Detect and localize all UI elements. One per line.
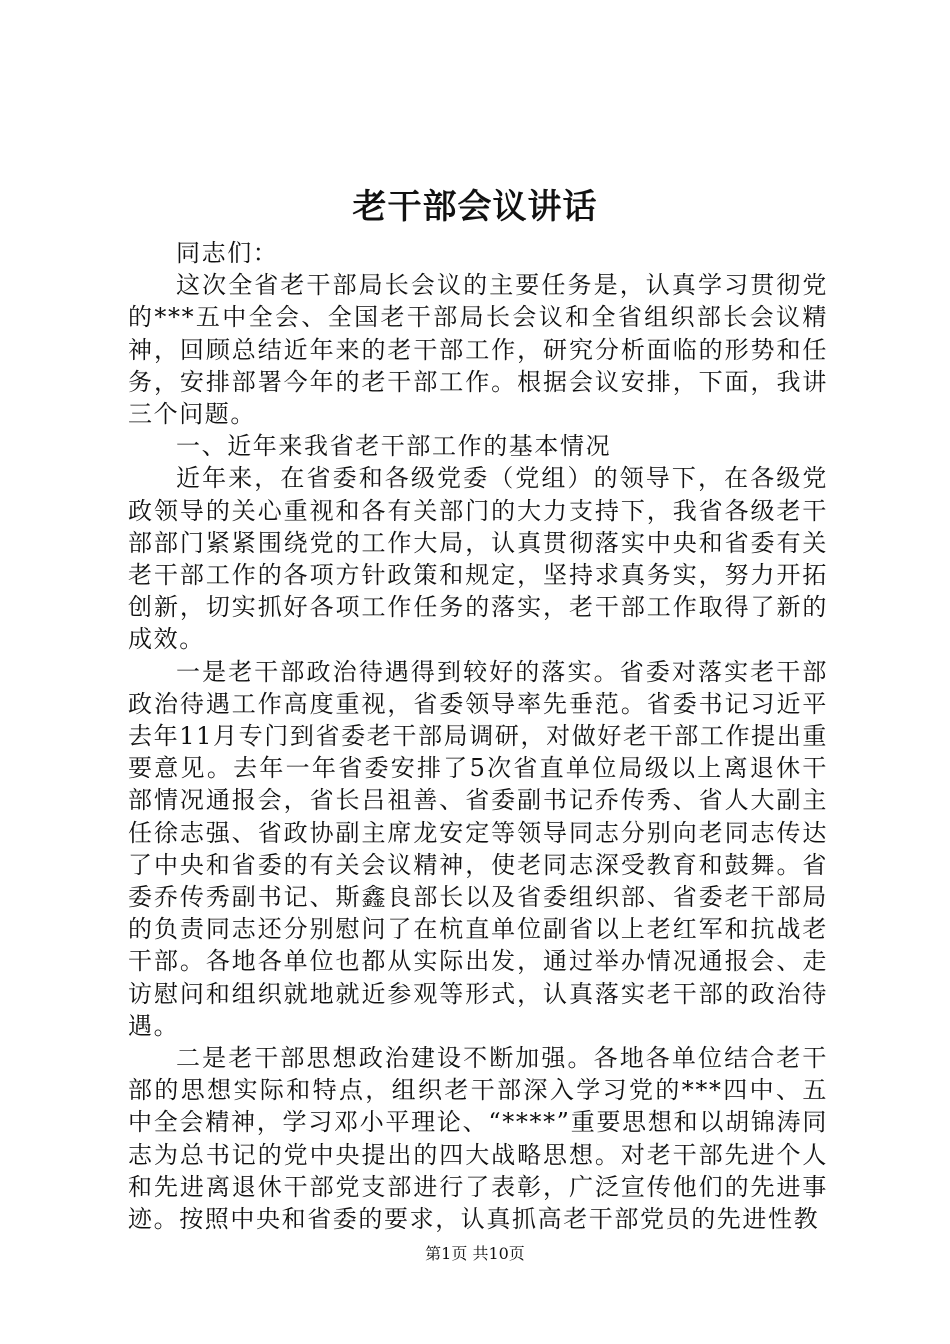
page-footer: 第1页 共10页 xyxy=(425,1244,525,1263)
page-title: 老干部会议讲话 xyxy=(352,187,598,227)
paragraph-point-one: 一是老干部政治待遇得到较好的落实。省委对落实老干部政治待遇工作高度重视，省委领导率先垂范。省委书记习近平去年11月专门到省委老干部局调研，对做好老干部工作提出重要意见。去年一年省委安排了5次省直单位局级以上离退休干部情况通报会，省长吕祖善、省委副书记乔传秀、省人大副主任徐志强、省政协副主席龙安定等领导同志分别向老同志传达了中央和省委的有关会议精神，使老同志深受教育和鼓舞。省委乔传秀副书记、斯鑫良部长以及省委组织部、省委老干部局的负责同志还分别慰问了在杭直单位副省以上老红军和抗战老干部。各地各单位也都从实际出发，通过举办情况通报会、走访慰问和组织就地就近参观等形式，认真落实老干部的政治待遇。 xyxy=(128,657,828,1040)
salutation: 同志们： xyxy=(176,239,279,267)
paragraph-intro: 这次全省老干部局长会议的主要任务是，认真学习贯彻党的***五中全会、全国老干部局长会议和全省组织部长会议精神，回顾总结近年来的老干部工作，研究分析面临的形势和任务，安排部署今年的老干部工作。根据会议安排，下面，我讲三个问题。 xyxy=(128,271,828,429)
section-heading: 一、近年来我省老干部工作的基本情况 xyxy=(176,432,612,461)
paragraph-overview: 近年来，在省委和各级党委（党组）的领导下，在各级党政领导的关心重视和各有关部门的大力支持下，我省各级老干部部门紧紧围绕党的工作大局，认真贯彻落实中央和省委有关老干部工作的各项方针政策和规定，坚持求真务实，努力开拓创新，切实抓好各项工作任务的落实，老干部工作取得了新的成效。 xyxy=(128,464,828,654)
document-body xyxy=(128,237,828,1235)
paragraph-point-two: 二是老干部思想政治建设不断加强。各地各单位结合老干部的思想实际和特点，组织老干部深入学习党的***四中、五中全会精神，学习邓小平理论、“****”重要思想和以胡锦涛同志为总书记的党中央提出的四大战略思想。对老干部先进个人和先进离退休干部党支部进行了表彰，广泛宣传他们的先进事迹。按照中央和省委的要求，认真抓高老干部党员的先进性教 xyxy=(128,1044,828,1234)
